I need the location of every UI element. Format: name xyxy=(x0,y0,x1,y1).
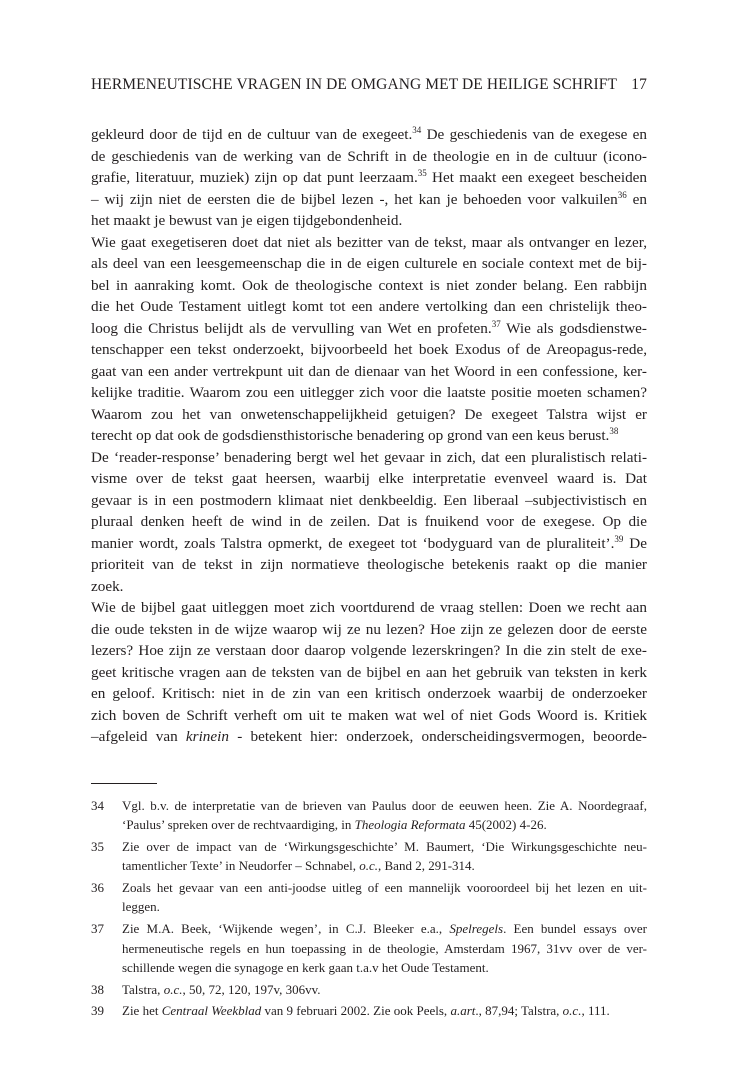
text-line: loog die Christus belijdt als de vervulling van Wet en profeten.$^{37}$ Wie als godsdienstwe- xyxy=(91,318,647,337)
text-line: zoek. xyxy=(91,577,124,595)
text-line: het maakt je bewust van je eigen tijdgebondenheid. xyxy=(91,212,403,229)
footnote-ref-34[interactable]: 34 xyxy=(412,125,422,135)
footnote-34: 34 Vgl. b.v. de interpretatie van de brieven van Paulus door de eeuwen heen. Zie A. Noordegraaf, ‘Paulus’ spreken over de rechtvaardiging, in Theologia Reformata 45(2002) 4-26. xyxy=(91,798,647,833)
footnote-number: 39 xyxy=(91,1003,104,1019)
text-line: visme over de tekst gaat heersen, waarbij elke interpretatie evenveel waard is. Dat xyxy=(91,470,647,487)
text-line: terecht op dat ook de godsdiensthistorische benadering op grond van een keus berust.$^{38}$ xyxy=(91,426,619,444)
text-line: die oude teksten in de wijze waarop wij ze nu lezen? Hoe zijn ze gelezen door de eerste xyxy=(91,620,647,638)
text-line: de geschiedenis van de werking van de Schrift in de theologie en in de cultuur (icono- xyxy=(91,147,647,165)
text-line: Wie gaat exegetiseren doet dat niet als bezitter van de tekst, maar als ontvanger en lezer, xyxy=(91,233,647,251)
text-line: bel in aanraking komt. Ook de theologische context is niet zonder belang. Een rabbijn xyxy=(91,276,647,294)
text-line: – wij zijn niet de eersten die de bijbel lezen -, het kan je behoeden voor valkuilen$^{36}$ en xyxy=(91,189,647,208)
footnote-35: 35 Zie over de impact van de ‘Wirkungsgeschichte’ M. Baumert, ‘Die Wirkungsgeschichte neu- tamentlicher Texte’ in Neudorfer – Schnabel, o.c., Band 2, 291-314. xyxy=(91,839,647,874)
text-line: Waarom zou het van onwetenschappelijkheid getuigen? De exegeet Talstra wijst er xyxy=(91,405,647,423)
footnote-38: 38 Talstra, o.c., 50, 72, 120, 197v, 306vv. xyxy=(91,980,647,999)
text-line: gaat van een ander vertrekpunt uit dan de dienaar van het Woord in een confessione, ker- xyxy=(91,362,647,380)
text-line: gekleurd door de tijd en de cultuur van de exegeet.$^{34}$ De geschiedenis van de exegese en xyxy=(91,125,648,143)
text-line: en geloof. Kritisch: niet in de zin van een kritisch onderzoek waarbij de onderzoeker xyxy=(91,685,647,702)
page-number: 17 xyxy=(631,76,647,93)
text-line: prioriteit van de tekst in zijn normatieve theologische betekenis raakt op die manier xyxy=(91,556,647,573)
text-line: tenschapper een tekst onderzoekt, bijvoorbeeld het boek Exodus of de Areopagus-rede, xyxy=(91,341,647,358)
body-text xyxy=(91,124,647,748)
text-line: die het Oude Testament uitlegt komt tot een andere vertolking dan een christelijk theo- xyxy=(91,298,647,315)
footnote-ref-38[interactable]: 38 xyxy=(609,426,619,436)
footnote-divider xyxy=(91,783,157,784)
text-line: zich boven de Schrift verheft om uit te maken wat wel of niet Gods Woord is. Kritiek xyxy=(91,706,647,724)
footnote-37: 37 Zie M.A. Beek, ‘Wijkende wegen’, in C.J. Bleeker e.a., Spelregels. Een bundel essays over hermeneutische regels en hun toepassing in de theologie, Amsterdam 1967, 31vv over de ver- schillende wegen die synagoge en kerk gaan t.a.v het Oude Testament. xyxy=(91,921,647,975)
text-line: als deel van een leesgemeenschap die in de eigen culturele en sociale context met de bij- xyxy=(91,255,647,272)
text-line: kelijke traditie. Waarom zou een uitlegger zich voor die laatste positie moeten schamen? xyxy=(91,384,647,401)
footnote-36: 36 Zoals het gevaar van een anti-joodse uitleg of een mannelijk vooroordeel bij het lezen en uit- leggen. xyxy=(91,880,647,915)
footnotes xyxy=(91,796,647,1023)
footnote-ref-37[interactable]: 37 xyxy=(491,318,501,329)
running-title: HERMENEUTISCHE VRAGEN IN DE OMGANG MET DE HEILIGE SCHRIFT xyxy=(91,76,618,93)
text-line: manier wordt, zoals Talstra opmerkt, de exegeet tot ‘bodyguard van de pluraliteit’.$^{39}$ De xyxy=(91,533,647,552)
footnote-ref-35[interactable]: 35 xyxy=(417,168,427,178)
footnote-39: 39 Zie het Centraal Weekblad van 9 februari 2002. Zie ook Peels, a.art., 87,94; Talstra, o.c., 111. xyxy=(91,1001,647,1020)
text-line: lezers? Hoe zijn ze verstaan door daarop volgende lezerskringen? In die zin stelt de exe- xyxy=(91,642,647,659)
footnote-ref-36[interactable]: 36 xyxy=(617,189,627,200)
running-header xyxy=(91,76,647,94)
text-line: grafie, literatuur, muziek) zijn op dat punt leerzaam.$^{35}$ Het maakt een exegeet bescheiden xyxy=(91,168,647,186)
footnote-number: 35 xyxy=(91,839,104,855)
text-line: pluraal denken heeft de wind in de zeilen. Dat is fnuikend voor de exegese. Op die xyxy=(91,513,647,530)
footnote-number: 36 xyxy=(91,880,104,896)
footnote-number: 34 xyxy=(91,798,104,813)
text-line: Wie de bijbel gaat uitleggen moet zich voortdurend de vraag stellen: Doen we recht aan xyxy=(91,599,647,616)
text-line: De ‘reader-response’ benadering bergt wel het gevaar in zich, dat een pluralistisch relati- xyxy=(91,448,647,466)
text-line: gevaar is in een postmodern klimaat niet denkbeeldig. Een liberaal –subjectivistisch en xyxy=(91,491,647,509)
footnote-number: 38 xyxy=(91,981,104,997)
text-line: –afgeleid van krinein - betekent hier: onderzoek, onderscheidingsvermogen, beoorde- xyxy=(91,728,647,745)
footnote-number: 37 xyxy=(91,921,104,937)
footnote-ref-39[interactable]: 39 xyxy=(614,533,624,544)
text-line: geet kritische vragen aan de teksten van de bijbel en aan het gebruik van teksten in kerk xyxy=(91,663,647,681)
